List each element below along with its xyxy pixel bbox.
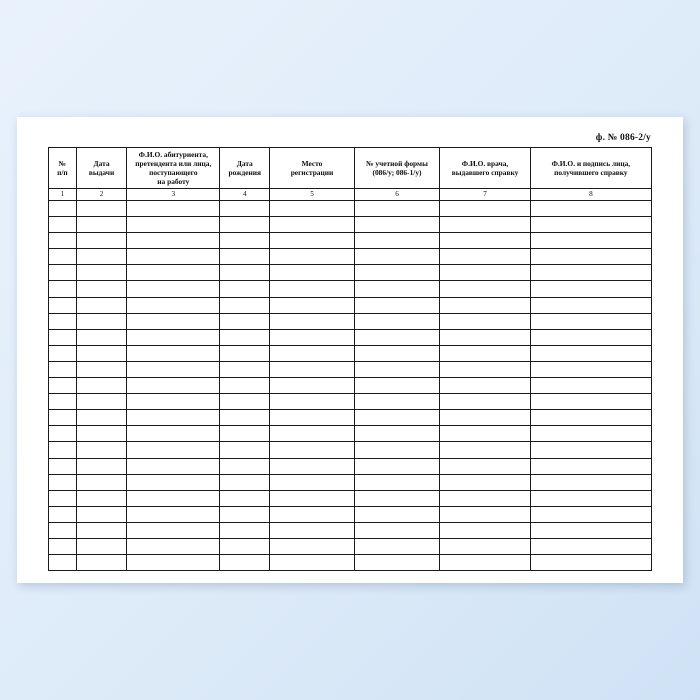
table-cell[interactable]	[354, 474, 440, 490]
table-cell[interactable]	[530, 442, 651, 458]
column-number: 5	[270, 189, 354, 201]
table-cell[interactable]	[127, 442, 220, 458]
table-cell[interactable]	[49, 394, 77, 410]
table-cell[interactable]	[530, 538, 651, 554]
table-cell[interactable]	[127, 506, 220, 522]
table-cell[interactable]	[354, 394, 440, 410]
table-cell[interactable]	[270, 217, 354, 233]
table-cell[interactable]	[49, 249, 77, 265]
header-line: выдавшего справку	[451, 168, 519, 177]
table-cell[interactable]	[354, 281, 440, 297]
table-cell[interactable]	[76, 313, 127, 329]
table-cell[interactable]	[220, 538, 270, 554]
table-row[interactable]	[49, 217, 652, 233]
table-cell[interactable]	[270, 538, 354, 554]
header-row	[49, 148, 652, 189]
table-cell[interactable]	[354, 555, 440, 571]
table-row[interactable]	[49, 490, 652, 506]
table-cell[interactable]	[270, 474, 354, 490]
table-cell[interactable]	[530, 361, 651, 377]
header-line: поступающего	[149, 168, 198, 177]
table-cell[interactable]	[220, 474, 270, 490]
header-line: Дата	[236, 158, 253, 168]
table-cell[interactable]	[530, 410, 651, 426]
header-line: Ф.И.О. абитуриента,	[138, 149, 208, 159]
table-cell[interactable]	[220, 249, 270, 265]
table-cell[interactable]	[49, 378, 77, 394]
table-cell[interactable]	[354, 538, 440, 554]
table-cell[interactable]	[270, 313, 354, 329]
table-cell[interactable]	[49, 538, 77, 554]
table-cell[interactable]	[76, 361, 127, 377]
table-row[interactable]	[49, 265, 652, 281]
table-cell[interactable]	[220, 201, 270, 217]
table-cell[interactable]	[76, 281, 127, 297]
table-cell[interactable]	[76, 233, 127, 249]
table-cell[interactable]	[354, 522, 440, 538]
table-cell[interactable]	[530, 217, 651, 233]
column-number: 4	[220, 189, 270, 201]
table-cell[interactable]	[270, 345, 354, 361]
table-cell[interactable]	[76, 538, 127, 554]
table-cell[interactable]	[220, 297, 270, 313]
table-cell[interactable]	[220, 217, 270, 233]
table-row[interactable]	[49, 394, 652, 410]
table-row[interactable]	[49, 297, 652, 313]
table-cell[interactable]	[440, 394, 530, 410]
column-number: 8	[530, 189, 651, 201]
table-cell[interactable]	[440, 426, 530, 442]
column-header-issue-date	[76, 148, 127, 189]
table-row[interactable]	[49, 361, 652, 377]
table-row[interactable]	[49, 345, 652, 361]
table-cell[interactable]	[49, 522, 77, 538]
table-cell[interactable]	[440, 313, 530, 329]
table-cell[interactable]	[49, 458, 77, 474]
table-cell[interactable]	[530, 297, 651, 313]
table-cell[interactable]	[354, 426, 440, 442]
table-cell[interactable]	[127, 297, 220, 313]
table-cell[interactable]	[127, 378, 220, 394]
table-cell[interactable]	[354, 410, 440, 426]
table-cell[interactable]	[270, 394, 354, 410]
table-cell[interactable]	[530, 313, 651, 329]
table-cell[interactable]	[49, 474, 77, 490]
table-cell[interactable]	[440, 378, 530, 394]
table-row[interactable]	[49, 313, 652, 329]
table-row[interactable]	[49, 233, 652, 249]
table-cell[interactable]	[127, 249, 220, 265]
header-line: Дата	[93, 158, 110, 168]
table-cell[interactable]	[270, 297, 354, 313]
column-header-receiver-signature	[530, 148, 651, 189]
table-row[interactable]	[49, 426, 652, 442]
table-cell[interactable]	[270, 555, 354, 571]
table-cell[interactable]	[49, 555, 77, 571]
table-cell[interactable]	[530, 426, 651, 442]
table-cell[interactable]	[440, 345, 530, 361]
column-number: 2	[76, 189, 127, 201]
table-cell[interactable]	[354, 201, 440, 217]
header-line: выдачи	[88, 168, 115, 177]
table-cell[interactable]	[49, 313, 77, 329]
table-cell[interactable]	[220, 233, 270, 249]
table-cell[interactable]	[220, 522, 270, 538]
table-row[interactable]	[49, 378, 652, 394]
table-cell[interactable]	[530, 458, 651, 474]
table-row[interactable]	[49, 442, 652, 458]
table-cell[interactable]	[440, 233, 530, 249]
table-cell[interactable]	[354, 233, 440, 249]
document-content	[48, 131, 652, 567]
table-cell[interactable]	[220, 394, 270, 410]
table-row[interactable]	[49, 458, 652, 474]
header-line: №	[58, 158, 67, 168]
header-line: претендента или лица,	[135, 158, 212, 168]
table-row[interactable]	[49, 329, 652, 345]
table-row[interactable]	[49, 538, 652, 554]
table-row[interactable]	[49, 506, 652, 522]
form-code-label: ф. № 086-2/у	[595, 133, 651, 143]
table-cell[interactable]	[220, 506, 270, 522]
header-line: Место	[301, 158, 323, 168]
table-cell[interactable]	[76, 345, 127, 361]
table-cell[interactable]	[440, 410, 530, 426]
table-cell[interactable]	[354, 313, 440, 329]
table-cell[interactable]	[220, 555, 270, 571]
table-cell[interactable]	[76, 458, 127, 474]
column-header-form-number	[354, 148, 440, 189]
table-cell[interactable]	[530, 378, 651, 394]
table-cell[interactable]	[76, 378, 127, 394]
table-cell[interactable]	[76, 474, 127, 490]
table-cell[interactable]	[270, 506, 354, 522]
journal-table	[48, 147, 652, 571]
header-line: регистрации	[290, 168, 334, 177]
table-cell[interactable]	[270, 281, 354, 297]
header-line: рождения	[228, 168, 262, 177]
table-cell[interactable]	[270, 249, 354, 265]
table-cell[interactable]	[354, 329, 440, 345]
table-cell[interactable]	[220, 458, 270, 474]
table-cell[interactable]	[127, 410, 220, 426]
table-cell[interactable]	[127, 394, 220, 410]
table-row[interactable]	[49, 201, 652, 217]
table-cell[interactable]	[440, 555, 530, 571]
table-cell[interactable]	[270, 233, 354, 249]
table-cell[interactable]	[440, 361, 530, 377]
table-cell[interactable]	[354, 458, 440, 474]
table-cell[interactable]	[127, 329, 220, 345]
table-header	[49, 148, 652, 201]
table-cell[interactable]	[354, 217, 440, 233]
table-cell[interactable]	[220, 490, 270, 506]
table-cell[interactable]	[76, 555, 127, 571]
table-cell[interactable]	[220, 265, 270, 281]
table-cell[interactable]	[440, 522, 530, 538]
column-header-number	[49, 148, 77, 189]
table-cell[interactable]	[220, 426, 270, 442]
table-cell[interactable]	[49, 329, 77, 345]
table-cell[interactable]	[49, 410, 77, 426]
table-cell[interactable]	[49, 265, 77, 281]
column-header-applicant-name	[127, 148, 220, 189]
table-cell[interactable]	[270, 490, 354, 506]
table-cell[interactable]	[354, 490, 440, 506]
table-cell[interactable]	[354, 378, 440, 394]
table-cell[interactable]	[76, 265, 127, 281]
table-row[interactable]	[49, 555, 652, 571]
table-cell[interactable]	[49, 442, 77, 458]
table-cell[interactable]	[220, 410, 270, 426]
table-cell[interactable]	[440, 490, 530, 506]
table-cell[interactable]	[270, 378, 354, 394]
table-cell[interactable]	[76, 426, 127, 442]
column-number: 6	[354, 189, 440, 201]
table-cell[interactable]	[354, 442, 440, 458]
table-cell[interactable]	[440, 329, 530, 345]
table-body	[49, 201, 652, 571]
table-cell[interactable]	[354, 265, 440, 281]
table-cell[interactable]	[440, 297, 530, 313]
table-cell[interactable]	[354, 361, 440, 377]
table-cell[interactable]	[440, 506, 530, 522]
table-row[interactable]	[49, 474, 652, 490]
table-cell[interactable]	[127, 458, 220, 474]
header-line: на работу	[157, 177, 190, 187]
table-cell[interactable]	[127, 522, 220, 538]
table-cell[interactable]	[270, 361, 354, 377]
table-cell[interactable]	[76, 329, 127, 345]
header-line: Ф.И.О. врача,	[461, 158, 509, 168]
table-cell[interactable]	[49, 345, 77, 361]
table-cell[interactable]	[49, 426, 77, 442]
table-cell[interactable]	[220, 329, 270, 345]
table-cell[interactable]	[49, 490, 77, 506]
table-cell[interactable]	[530, 506, 651, 522]
table-row[interactable]	[49, 522, 652, 538]
header-line: Ф.И.О. и подпись лица,	[551, 158, 631, 168]
table-cell[interactable]	[127, 313, 220, 329]
table-cell[interactable]	[49, 361, 77, 377]
table-cell[interactable]	[76, 490, 127, 506]
table-cell[interactable]	[76, 201, 127, 217]
table-cell[interactable]	[440, 458, 530, 474]
table-cell[interactable]	[440, 249, 530, 265]
table-cell[interactable]	[530, 394, 651, 410]
table-cell[interactable]	[127, 265, 220, 281]
column-number: 3	[127, 189, 220, 201]
table-cell[interactable]	[127, 490, 220, 506]
table-cell[interactable]	[127, 538, 220, 554]
table-cell[interactable]	[354, 506, 440, 522]
table-cell[interactable]	[76, 506, 127, 522]
table-cell[interactable]	[270, 265, 354, 281]
table-cell[interactable]	[354, 249, 440, 265]
table-cell[interactable]	[530, 555, 651, 571]
table-cell[interactable]	[220, 345, 270, 361]
table-cell[interactable]	[530, 201, 651, 217]
table-cell[interactable]	[76, 410, 127, 426]
table-cell[interactable]	[440, 217, 530, 233]
header-line: получившего справку	[554, 168, 628, 177]
table-cell[interactable]	[270, 458, 354, 474]
table-cell[interactable]	[127, 474, 220, 490]
table-cell[interactable]	[49, 506, 77, 522]
table-cell[interactable]	[530, 249, 651, 265]
table-cell[interactable]	[530, 329, 651, 345]
table-cell[interactable]	[530, 281, 651, 297]
table-cell[interactable]	[49, 233, 77, 249]
table-cell[interactable]	[530, 345, 651, 361]
table-cell[interactable]	[354, 297, 440, 313]
table-row[interactable]	[49, 281, 652, 297]
table-cell[interactable]	[76, 249, 127, 265]
table-cell[interactable]	[530, 233, 651, 249]
table-cell[interactable]	[530, 490, 651, 506]
table-cell[interactable]	[127, 426, 220, 442]
header-line: п/п	[57, 168, 68, 177]
table-cell[interactable]	[76, 522, 127, 538]
table-cell[interactable]	[440, 538, 530, 554]
table-cell[interactable]	[49, 217, 77, 233]
table-cell[interactable]	[49, 297, 77, 313]
table-cell[interactable]	[127, 217, 220, 233]
table-cell[interactable]	[49, 281, 77, 297]
table-cell[interactable]	[127, 555, 220, 571]
table-cell[interactable]	[76, 394, 127, 410]
table-cell[interactable]	[49, 201, 77, 217]
document-sheet	[17, 117, 683, 583]
table-cell[interactable]	[220, 361, 270, 377]
column-header-birth-date	[220, 148, 270, 189]
table-row[interactable]	[49, 410, 652, 426]
table-cell[interactable]	[270, 442, 354, 458]
table-cell[interactable]	[440, 201, 530, 217]
table-cell[interactable]	[440, 474, 530, 490]
header-line: № учетной формы	[366, 158, 428, 168]
table-cell[interactable]	[440, 265, 530, 281]
table-cell[interactable]	[530, 474, 651, 490]
table-cell[interactable]	[270, 329, 354, 345]
column-number: 7	[440, 189, 530, 201]
table-cell[interactable]	[220, 313, 270, 329]
table-cell[interactable]	[530, 522, 651, 538]
table-cell[interactable]	[440, 442, 530, 458]
column-header-registration-place	[270, 148, 354, 189]
table-cell[interactable]	[127, 361, 220, 377]
table-cell[interactable]	[127, 233, 220, 249]
table-cell[interactable]	[76, 217, 127, 233]
table-cell[interactable]	[76, 442, 127, 458]
table-cell[interactable]	[220, 281, 270, 297]
header-line: (086/у; 086-1/у)	[372, 168, 422, 177]
table-cell[interactable]	[354, 345, 440, 361]
table-cell[interactable]	[270, 410, 354, 426]
column-number: 1	[49, 189, 77, 201]
table-cell[interactable]	[127, 345, 220, 361]
table-row[interactable]	[49, 249, 652, 265]
table-cell[interactable]	[220, 442, 270, 458]
table-cell[interactable]	[127, 201, 220, 217]
table-cell[interactable]	[220, 378, 270, 394]
column-number-row	[49, 189, 652, 201]
table-cell[interactable]	[270, 426, 354, 442]
column-header-doctor-name	[440, 148, 530, 189]
table-cell[interactable]	[440, 281, 530, 297]
table-cell[interactable]	[270, 201, 354, 217]
table-cell[interactable]	[76, 297, 127, 313]
table-cell[interactable]	[127, 281, 220, 297]
table-cell[interactable]	[270, 522, 354, 538]
table-cell[interactable]	[530, 265, 651, 281]
